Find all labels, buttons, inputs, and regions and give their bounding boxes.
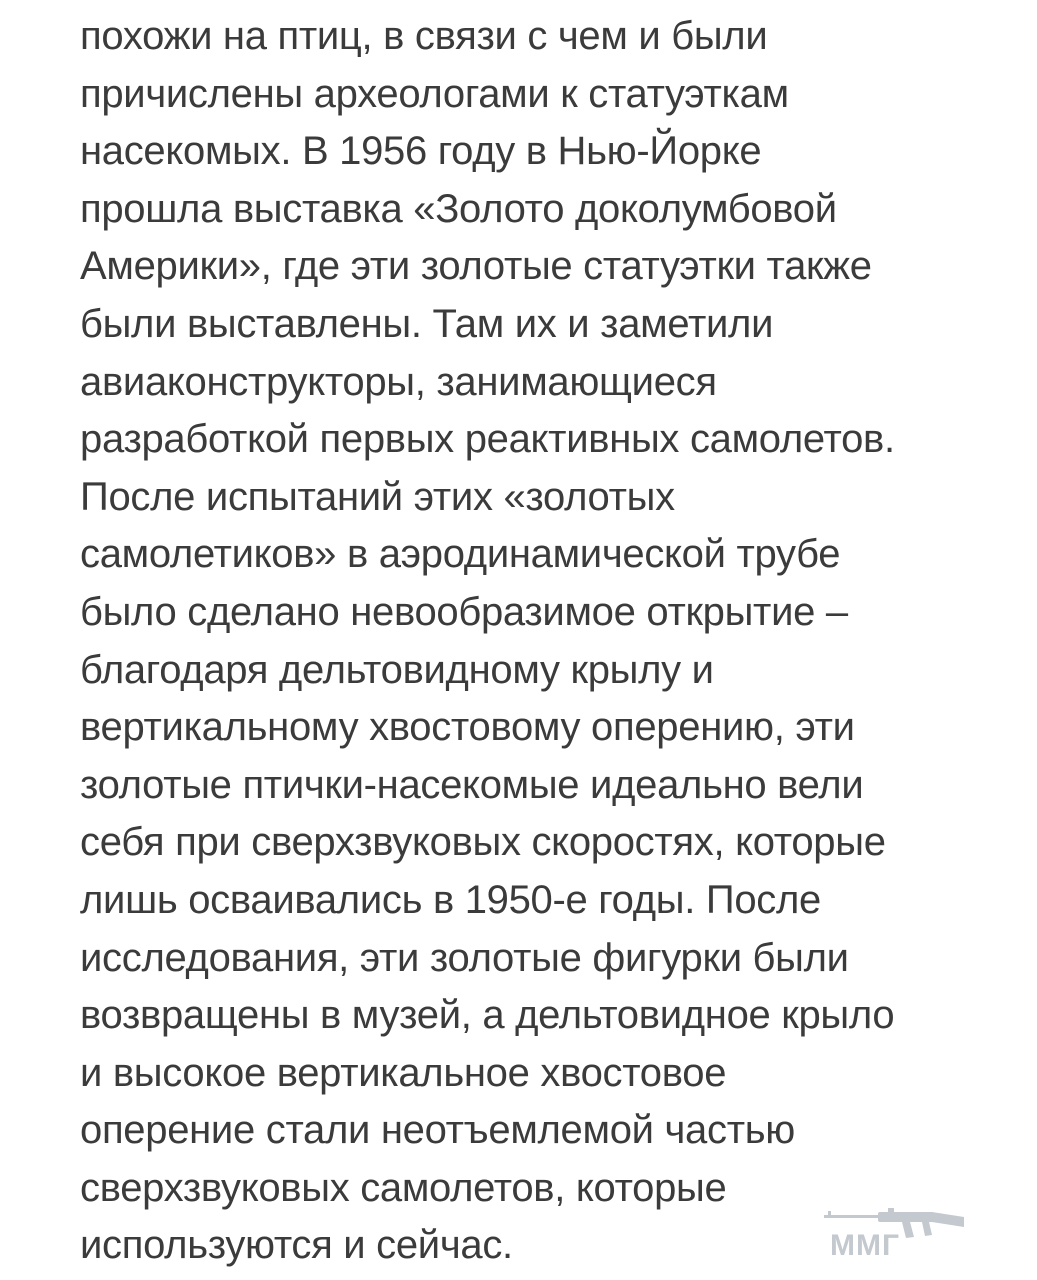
text-line: используются и сейчас. [80,1223,513,1268]
text-line: возвращены в музей, а дельтовидное крыло [80,993,895,1038]
text-line: было сделано невообразимое открытие – [80,589,848,634]
text-line: оперение стали неотъемлемой частью [80,1108,795,1153]
text-line: и высокое вертикальное хвостовое [80,1050,727,1095]
text-line: похожи на птиц, в связи с чем и были [80,14,768,58]
text-line: насекомых. В 1956 году в Нью-Йорке [80,129,762,174]
text-line: золотые птички-насекомые идеально вели [80,762,864,807]
text-line: После испытаний этих «золотых [80,474,675,519]
text-line: были выставлены. Там их и заметили [80,301,774,346]
text-line: самолетиков» в аэродинамической трубе [80,532,841,577]
text-line: Америки», где эти золотые статуэтки также [80,244,872,289]
text-line: сверхзвуковых самолетов, которые [80,1165,727,1210]
text-line: причислены археологами к статуэткам [80,71,789,116]
watermark-logo [818,1203,970,1265]
text-line: прошла выставка «Золото доколумбовой [80,186,837,231]
text-line: вертикальному хвостовому оперению, эти [80,705,855,750]
text-line: исследования, эти золотые фигурки были [80,935,849,980]
watermark-label: ММГ [830,1229,900,1262]
text-line: авиаконструкторы, занимающиеся [80,359,717,404]
article-body [80,8,1020,1275]
text-line: благодаря дельтовидному крылу и [80,647,714,692]
text-line: разработкой первых реактивных самолетов. [80,417,895,462]
text-line: лишь осваивались в 1950-е годы. После [80,877,821,922]
text-line: себя при сверхзвуковых скоростях, которые [80,820,886,865]
